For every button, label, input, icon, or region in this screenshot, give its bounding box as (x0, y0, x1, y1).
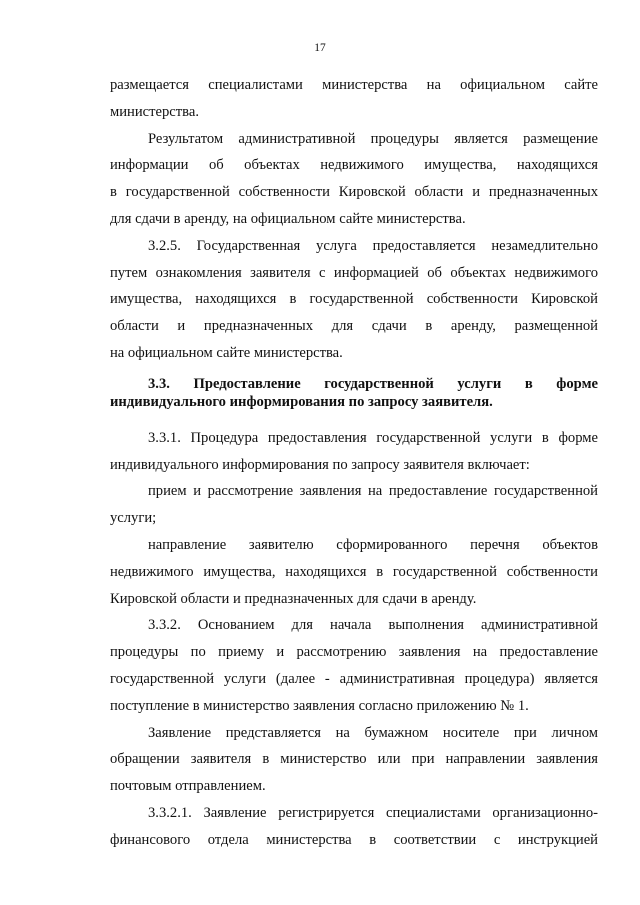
document-body (110, 72, 598, 854)
text-line: обращении заявителя в министерство или при направлении заявления (110, 751, 598, 768)
section-heading (110, 375, 598, 411)
text-line: финансового отдела министерства в соответствии с инструкцией (110, 831, 598, 848)
text-line: прием и рассмотрение заявления на предоставление государственной (148, 483, 598, 500)
text-line: информации об объектах недвижимого имущества, находящихся (110, 157, 598, 174)
text-line: почтовым отправлением. (110, 778, 266, 795)
text-line: 3.3.1. Процедура предоставления государственной услуги в форме (148, 429, 598, 446)
text-line: Заявление представляется на бумажном носителе при личном (148, 724, 598, 741)
text-line: имущества, находящихся в государственной собственности Кировской (110, 291, 598, 308)
paragraph (110, 126, 598, 233)
heading-line: 3.3. Предоставление государственной услуги в форме (148, 375, 598, 392)
text-line: области и предназначенных для сдачи в аренду, размещенной (110, 318, 598, 335)
paragraph (110, 478, 598, 532)
text-line: индивидуального информирования по запросу заявителя включает: (110, 456, 530, 473)
paragraph (110, 233, 598, 367)
text-line: Результатом административной процедуры является размещение (148, 130, 598, 147)
text-line: размещается специалистами министерства на официальном сайте (110, 77, 598, 93)
text-line: для сдачи в аренду, на официальном сайте министерства. (110, 210, 466, 227)
text-line: государственной услуги (далее - административная процедура) является (110, 670, 598, 687)
text-line: 3.3.2. Основанием для начала выполнения административной (148, 617, 598, 634)
text-line: в государственной собственности Кировской области и предназначенных (110, 184, 598, 201)
text-line: направление заявителю сформированного перечня объектов (148, 536, 598, 553)
paragraph (110, 532, 598, 612)
text-line: путем ознакомления заявителя с информацией об объектах недвижимого (110, 264, 598, 281)
text-line: услуги; (110, 510, 157, 527)
text-line: 3.2.5. Государственная услуга предоставляется незамедлительно (148, 237, 598, 254)
page-number: 17 (314, 42, 326, 54)
text-line: министерства. (110, 103, 199, 120)
paragraph (110, 720, 598, 800)
paragraph (110, 800, 598, 854)
paragraph (110, 612, 598, 719)
paragraph (110, 425, 598, 479)
text-line: поступление в министерство заявления согласно приложению № 1. (110, 697, 529, 714)
text-line: недвижимого имущества, находящихся в государственной собственности (110, 563, 598, 580)
text-line: Кировской области и предназначенных для сдачи в аренду. (110, 590, 477, 607)
heading-line: индивидуального информирования по запросу заявителя. (110, 393, 493, 410)
text-line: на официальном сайте министерства. (110, 344, 343, 361)
paragraph-continuation (110, 72, 598, 126)
text-line: процедуры по приему и рассмотрению заявления на предоставление (110, 644, 598, 661)
text-line: 3.3.2.1. Заявление регистрируется специалистами организационно- (148, 804, 598, 821)
